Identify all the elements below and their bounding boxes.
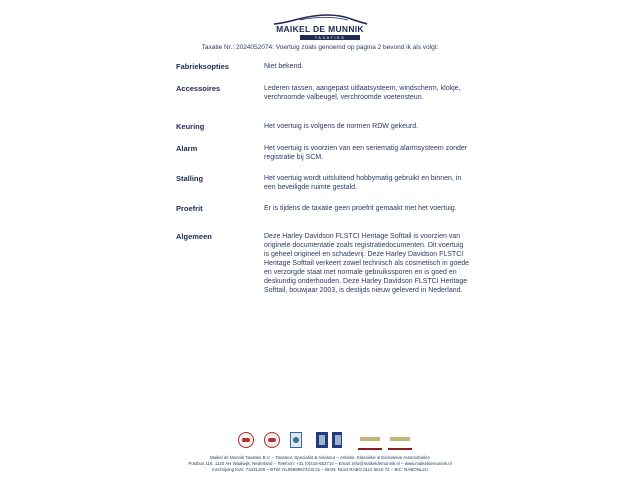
detail-value: Deze Harley Davidson FLSTCI Heritage Softtail is voorzien van originele documentatie zoals registratiedocumenten. Dit voertuig is geheel origineel en schadevrij. Deze Harley Davidson FLSTCI Heritage Softtail verkeert zowel technisch als cosmetisch in goede en verzorgde staat met normale gebruikssporen en is goed en deskundig onderhouden. Deze Harley Davidson FLSTCI Heritage Softtail, bouwjaar 2003, is destijds nieuw geleverd in Nederland.: [264, 233, 470, 294]
detail-label: Keuring: [176, 122, 205, 131]
intro-line: Taxatie Nr.: 2024052074: Voertuig zoals genoemd op pagina 2 bevond ik als volgt:: [201, 44, 439, 51]
detail-label: Alarm: [176, 144, 198, 153]
detail-value: Het voertuig wordt uitsluitend hobbymatig gebruikt en binnen, in een beveiligde ruimte gestald.: [264, 175, 462, 191]
detail-label: Accessoires: [176, 84, 221, 93]
association-emblem-icon: [316, 432, 328, 448]
logo-subtitle: TAXATIES: [300, 35, 360, 40]
club-emblem-icon: [238, 432, 254, 448]
detail-value: Er is tijdens de taxatie geen proefrit gemaakt met het voertuig.: [264, 205, 457, 212]
classic-car-club-emblem-icon: [358, 432, 382, 450]
club-emblem-icon: [264, 432, 280, 448]
partner-logos: [232, 432, 432, 450]
logo-name: MAIKEL DE MUNNIK: [276, 24, 364, 34]
detail-label: Stalling: [176, 174, 204, 183]
detail-value: Niet bekend.: [264, 63, 304, 70]
detail-value: Het voertuig is voorzien van een seriematig alarmsysteem zonder registratie bij SCM.: [264, 145, 468, 161]
detail-value: Lederen tassen, aangepast uitlaatsysteem, windscherm, klokje, verchroomde valbeugel, verchroomde voetensteun.: [264, 85, 461, 101]
footer-registration-line: Inschrijving KvK: 74431265 – BTW: NL859896724.B.01 – IBAN: NL54 RABO 0112 6510 72 – BIC: RABONL2U: [212, 467, 428, 472]
detail-value: Het voertuig is volgens de normen RDW gekeurd.: [264, 123, 419, 130]
footer-company-line: Maikel de Munnik Taxaties B.V. – Taxateur, Specialist & Adviseur – Antieke, Klassieke & Exclusieve Automobielen: [209, 455, 431, 460]
detail-label: Fabrieksopties: [176, 62, 229, 71]
classic-car-club-emblem-icon: [388, 432, 412, 450]
detail-label: Proefrit: [176, 204, 203, 213]
association-emblem-icon: [332, 432, 342, 448]
federation-emblem-icon: [290, 432, 302, 448]
detail-label: Algemeen: [176, 232, 212, 241]
footer-contact-line: Postbus 116, 1140 AH Waalwijk, Nederland – Telefoon: +31 (0)416-652710 – Email: info@maikeldemunnik.nl – www.maikeldemunnik.nl: [188, 461, 452, 466]
company-logo: [270, 12, 370, 40]
